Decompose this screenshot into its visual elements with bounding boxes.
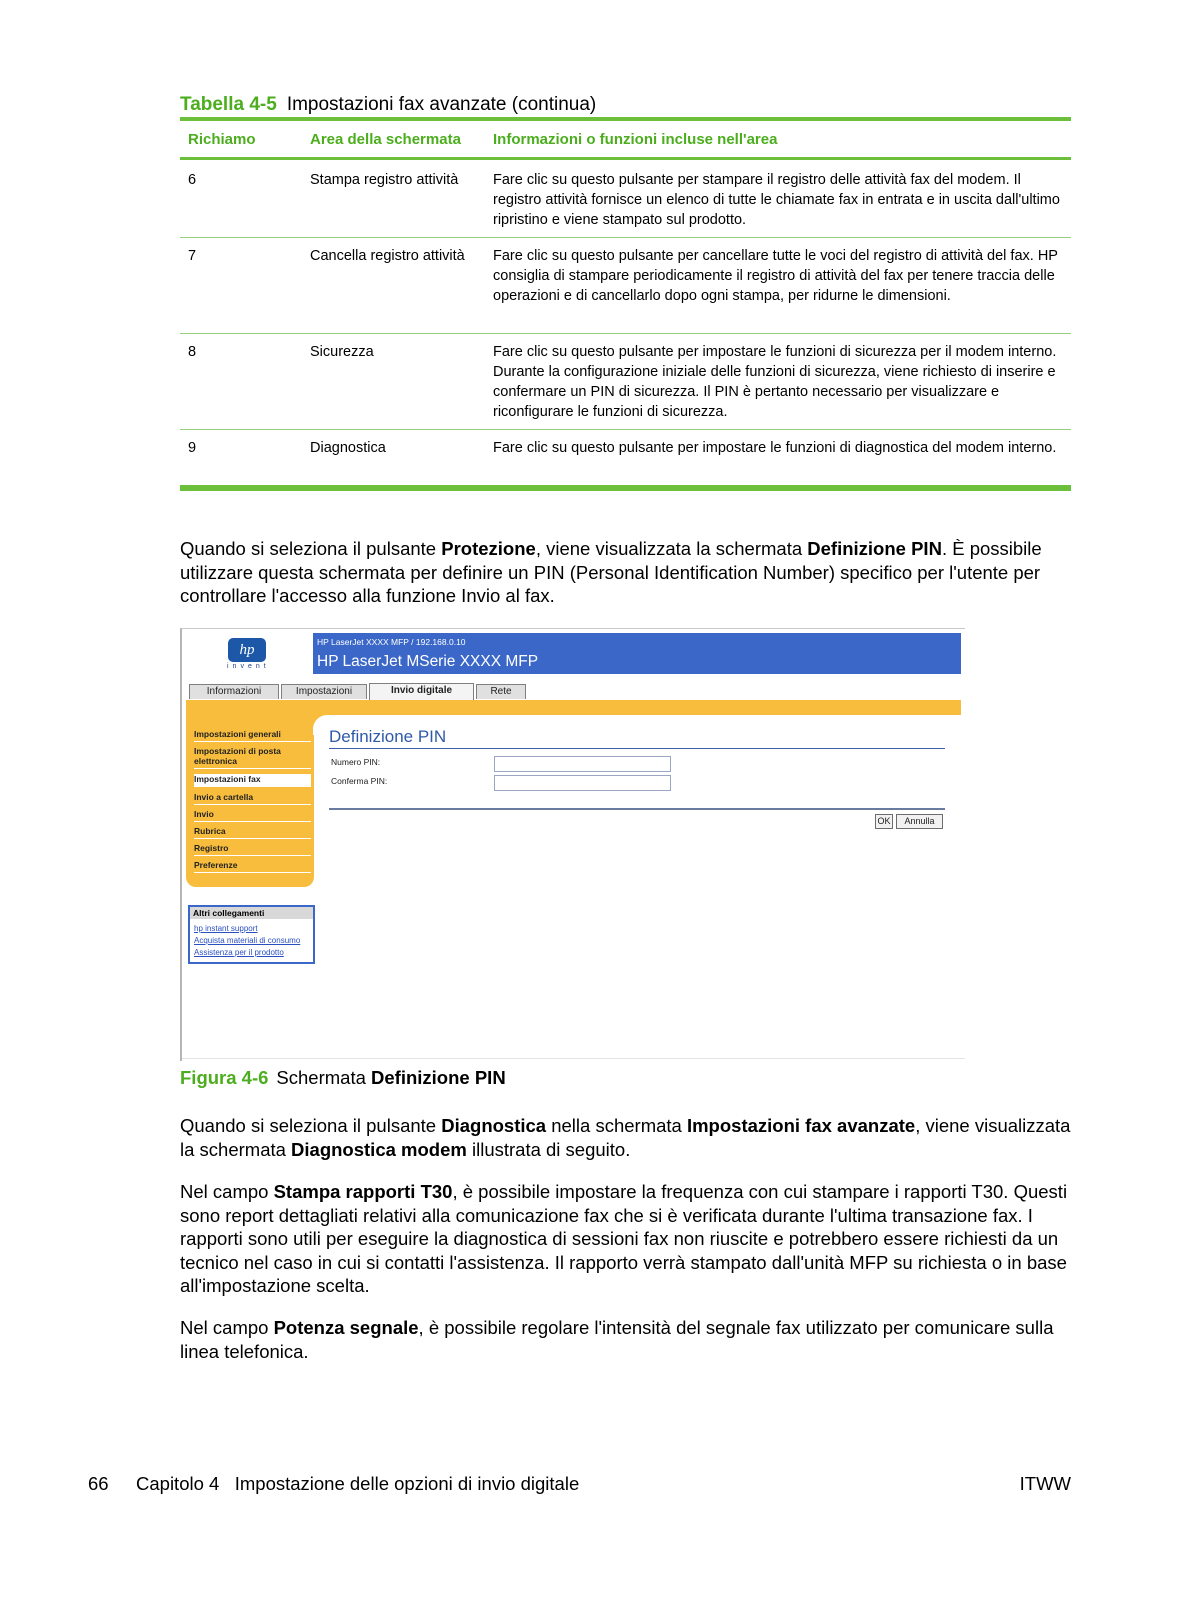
table-header (180, 124, 1071, 158)
sidebar (186, 715, 314, 887)
text: , è possibile impostare la frequenza con cui stampare i rapporti T30. Questi sono report dettagliati relativi alla comunicazione fax che si è verificata durante l'ultima transazione fax. I rapporti sono utili per eseguire la diagnostica di sessioni fax non riuscite e potrebbero essere richiesti da un tecnico nel caso in cui si contatti l'assistenza. Il rapporto verrà stampato dall'unità MFP su richiesta o in base all'impostazione scelta. (180, 1181, 1068, 1296)
sidebar-item-impostazioni-fax[interactable]: Impostazioni fax (194, 774, 311, 787)
sidebar-item-preferenze[interactable]: Preferenze (194, 860, 311, 873)
link-hp-instant-support[interactable]: hp instant support (194, 924, 258, 933)
table-caption (180, 93, 596, 117)
paragraph-t30 (180, 1180, 1075, 1298)
paragraph-potenza (180, 1316, 1075, 1363)
table-header-rule (180, 157, 1071, 160)
pin-number-input[interactable] (494, 756, 671, 772)
sidebar-item-impostazioni-generali[interactable]: Impostazioni generali (194, 729, 311, 742)
table-top-rule (180, 117, 1071, 121)
device-banner (313, 633, 961, 674)
chapter-title: Capitolo 4 Impostazione delle opzioni di invio digitale (136, 1473, 580, 1494)
row-number: 9 (188, 440, 197, 456)
table-caption-text: Impostazioni fax avanzate (continua) (286, 94, 597, 115)
pin-confirm-label: Conferma PIN: (331, 776, 388, 786)
table-bottom-rule (180, 485, 1071, 491)
row-divider (180, 237, 1071, 238)
form-divider (329, 808, 945, 810)
page-number: 66 (88, 1473, 109, 1494)
column-header-richiamo: Richiamo (188, 131, 256, 148)
text: , viene visualizzata la schermata (180, 1115, 1071, 1160)
row-area: Diagnostica (310, 440, 386, 456)
row-number: 8 (188, 344, 197, 360)
tab-underline-bar (186, 700, 961, 715)
row-number: 7 (188, 248, 197, 264)
tab-impostazioni[interactable]: Impostazioni (281, 684, 367, 699)
sidebar-item-invio-a-cartella[interactable]: Invio a cartella (194, 792, 311, 805)
row-info: Fare clic su questo pulsante per cancellare tutte le voci del registro di attività del fax. HP consiglia di stampare periodicamente il registro di attività del fax per tenere traccia delle operazioni e di cancellarlo dopo ogni stampa, per ridurne le dimensioni. (493, 248, 1058, 304)
row-info: Fare clic su questo pulsante per impostare le funzioni di sicurezza per il modem interno. Durante la configurazione iniziale delle funzioni di sicurezza, viene richiesto di inserire e confermare un PIN di sicurezza. Il PIN è pertanto necessario per visualizzare e riconfigurare le funzioni di sicurezza. (493, 344, 1057, 420)
table-caption-label: Tabella 4-5 (180, 94, 277, 115)
bold-term: Stampa rapporti T30 (273, 1181, 453, 1202)
row-info: Fare clic su questo pulsante per stampare il registro delle attività fax del modem. Il registro attività fornisce un elenco di tutte le chiamate fax in entrata e in uscita dall'ultimo ripristino e viene stampato sul prodotto. (493, 172, 1060, 228)
text: Quando si seleziona il pulsante (180, 538, 442, 559)
title-rule (329, 748, 945, 749)
figure-text: Schermata (276, 1067, 372, 1088)
bold-term: Diagnostica modem (291, 1138, 467, 1160)
text: Nel campo (180, 1317, 274, 1338)
paragraph-diagnostica (180, 1114, 1075, 1161)
link-acquista-materiali[interactable]: Acquista materiali di consumo (194, 936, 301, 945)
pin-number-label: Numero PIN: (331, 757, 381, 767)
text: illustrata di seguito. (466, 1138, 631, 1160)
other-links-box (188, 905, 315, 964)
definizione-pin-screenshot (180, 628, 965, 1061)
cancel-button[interactable]: Annulla (896, 814, 943, 829)
row-divider (180, 429, 1071, 430)
row-area: Sicurezza (310, 344, 374, 360)
banner-title: HP LaserJet MSerie XXXX MFP (317, 653, 539, 670)
bold-term: Definizione PIN (807, 538, 942, 559)
sidebar-item-invio[interactable]: Invio (194, 809, 311, 822)
figure-bold: Definizione PIN (371, 1067, 506, 1088)
row-area: Stampa registro attività (310, 172, 459, 188)
text: Quando si seleziona il pulsante (180, 1115, 442, 1136)
sidebar-item-posta-elettronica[interactable]: Impostazioni di posta elettronica (194, 746, 311, 769)
bold-term: Impostazioni fax avanzate (686, 1115, 916, 1136)
figure-label: Figura 4-6 (180, 1067, 269, 1088)
banner-address: HP LaserJet XXXX MFP / 192.168.0.10 (317, 637, 466, 647)
sidebar-item-registro[interactable]: Registro (194, 843, 311, 856)
hp-invent-text: invent (227, 663, 270, 670)
row-divider (180, 333, 1071, 334)
row-area: Cancella registro attività (310, 248, 465, 264)
sidebar-item-rubrica[interactable]: Rubrica (194, 826, 311, 839)
tab-invio-digitale[interactable]: Invio digitale (369, 683, 474, 700)
text: nella schermata (546, 1115, 687, 1136)
paragraph-protezione (180, 537, 1075, 608)
row-info: Fare clic su questo pulsante per impostare le funzioni di diagnostica del modem interno. (493, 440, 1057, 456)
text: . È possibile utilizzare questa schermata per definire un PIN (Personal Identification Number) specifico per l'utente per controllare l'accesso alla funzione Invio al fax. (180, 538, 1042, 606)
pin-confirm-input[interactable] (494, 775, 671, 791)
bold-term: Diagnostica (441, 1115, 547, 1136)
ok-button[interactable]: OK (875, 814, 893, 829)
hp-logo: hp (228, 638, 266, 662)
row-number: 6 (188, 172, 197, 188)
bold-term: Potenza segnale (273, 1317, 419, 1338)
bold-term: Protezione (441, 538, 536, 559)
links-title: Altri collegamenti (190, 907, 313, 919)
locale-code: ITWW (1019, 1473, 1071, 1494)
screenshot-bottom-edge (182, 1058, 965, 1059)
column-header-info: Informazioni o funzioni incluse nell'area (493, 131, 778, 148)
page-title: Definizione PIN (329, 727, 447, 746)
tab-informazioni[interactable]: Informazioni (189, 684, 279, 699)
link-assistenza-prodotto[interactable]: Assistenza per il prodotto (194, 948, 284, 957)
figure-caption (180, 1066, 506, 1090)
text: , viene visualizzata la schermata (535, 538, 808, 559)
tab-rete[interactable]: Rete (476, 684, 526, 699)
column-header-area: Area della schermata (310, 131, 461, 148)
text: Nel campo (180, 1181, 274, 1202)
text: , è possibile regolare l'intensità del segnale fax utilizzato per comunicare sulla linea telefonica. (180, 1317, 1054, 1362)
